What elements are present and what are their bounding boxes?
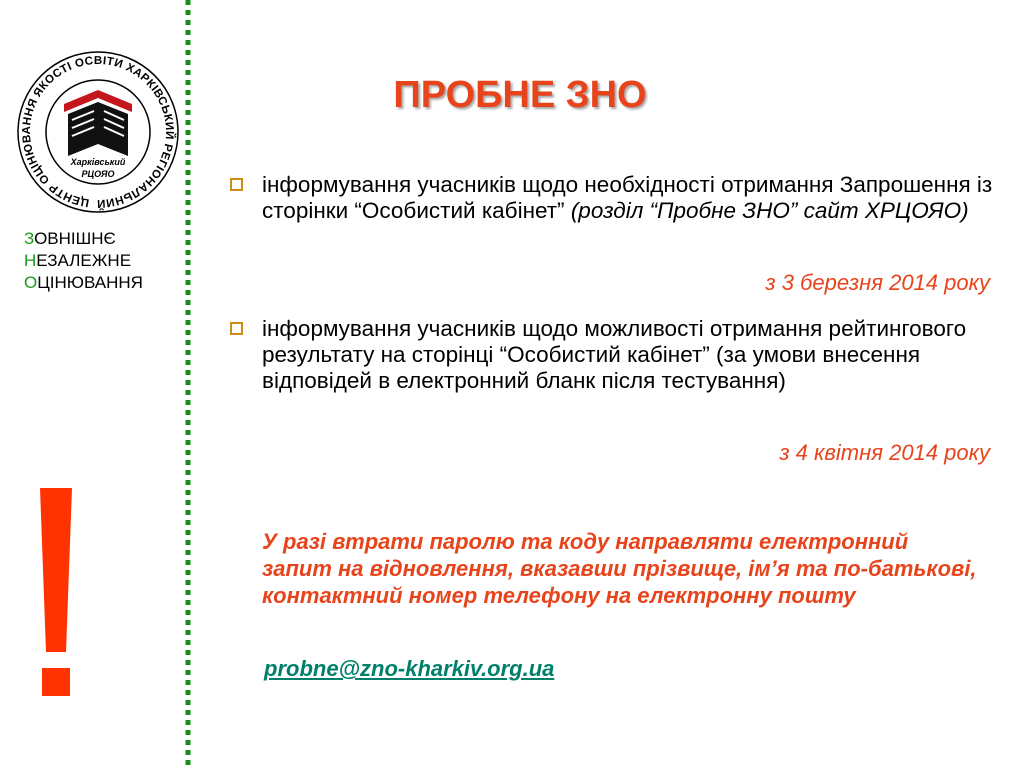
rcoyao-logo [14, 48, 182, 218]
dotted-divider [184, 0, 192, 768]
checkbox-bullet-icon [230, 178, 243, 191]
zno-line-1: ЗОВНІШНЄ [24, 229, 116, 248]
logo-ring-text: ЦЕНТР ОЦІНЮВАННЯ ЯКОСТІ ОСВІТИ ХАРКІВСЬКИЙ РЕГІОНАЛЬНИЙ [20, 54, 176, 210]
zno-abbreviation [24, 228, 143, 294]
warning-text: У разі втрати паролю та коду направляти електронний запит на відновлення, вказавши прізвище, ім’я та по-батькові, контактний номер телефону на електронну пошту [262, 529, 977, 608]
logo-line1: Харківський [70, 157, 126, 167]
page-title: ПРОБНЕ ЗНО [393, 74, 647, 116]
bullet-item-1 [230, 172, 1000, 224]
bullet-item-2 [230, 316, 1000, 394]
bullet-2-text: інформування учасників щодо можливості отримання рейтингового результату на сторінці “Особистий кабінет” (за умови внесення відповідей в електронний бланк після тестування) [262, 316, 967, 393]
exclamation-mark-icon [36, 488, 76, 702]
book-icon [64, 90, 132, 156]
zno-line-2: НЕЗАЛЕЖНЕ [24, 251, 132, 270]
checkbox-bullet-icon [230, 322, 243, 335]
bullet-1-italic: (розділ “Пробне ЗНО” сайт ХРЦОЯО) [570, 198, 969, 223]
date-1: з 3 березня 2014 року [765, 270, 990, 295]
zno-line-3: ОЦІНЮВАННЯ [24, 273, 143, 292]
logo-line2: РЦОЯО [81, 169, 115, 179]
email-link[interactable]: probne@zno-kharkiv.org.ua [264, 656, 555, 681]
bullet-1-text: інформування учасників щодо необхідності отримання Запрошення із сторінки “Особистий кабінет” [262, 172, 993, 223]
date-2: з 4 квітня 2014 року [779, 440, 990, 465]
